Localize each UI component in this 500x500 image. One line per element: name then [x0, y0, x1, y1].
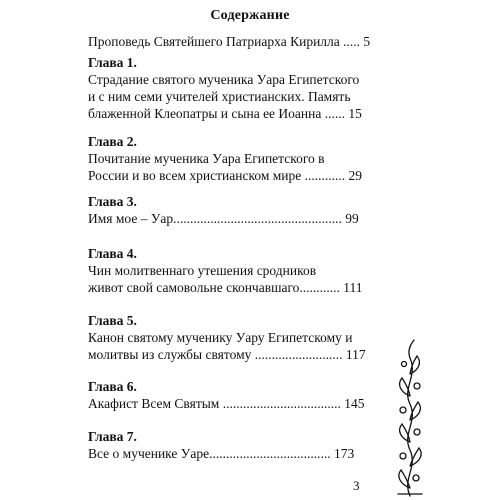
- toc-entry-line: [88, 167, 388, 184]
- chapter-title-line: Канон святому мученику Уару Египетскому и: [88, 330, 353, 345]
- toc-chapter-4: [88, 245, 388, 296]
- chapter-title-line: блаженной Клеопатры и сына ее Иоанна: [88, 106, 322, 121]
- chapter-label: Глава 2.: [88, 134, 137, 149]
- chapter-label: Глава 7.: [88, 429, 137, 444]
- chapter-title-line: Страдание святого мученика Уара Египетского: [88, 72, 360, 87]
- toc-leaders: ..........................: [251, 347, 343, 362]
- toc-entry-line: [88, 395, 388, 412]
- chapter-title-line: и с ним семи учителей христианских. Память: [88, 89, 351, 104]
- toc-chapter-5: [88, 312, 388, 363]
- toc-page-number: 5: [360, 34, 371, 49]
- chapter-label: Глава 6.: [88, 379, 137, 394]
- chapter-title-line: молитвы из службы святому: [88, 347, 252, 362]
- chapter-title-line: Чин молитвеннаго утешения сродников: [88, 263, 317, 278]
- chapter-title-line: живот свой самовольне скончавшаго: [88, 280, 300, 295]
- floral-vine-ornament-icon: [392, 338, 428, 498]
- chapter-label: Глава 1.: [88, 55, 137, 70]
- toc-leaders: ............: [301, 168, 346, 183]
- toc-chapter-7: [88, 428, 388, 462]
- toc-chapter-2: [88, 133, 388, 184]
- toc-page-number: 111: [339, 280, 363, 295]
- toc-entry-line: [88, 279, 388, 296]
- chapter-label: Глава 5.: [88, 313, 137, 328]
- toc-leaders: ....................................: [209, 446, 331, 461]
- toc-leaders: ...................................: [219, 396, 341, 411]
- toc-entry-line: [88, 346, 388, 363]
- page-number: 3: [353, 478, 360, 493]
- chapter-label: Глава 3.: [88, 194, 137, 209]
- toc-leaders: .....: [339, 34, 361, 49]
- toc-entry-intro: [88, 33, 388, 50]
- toc-entry-line: [88, 210, 388, 227]
- toc-leaders: ..................................................: [173, 211, 342, 226]
- chapter-title-line: Все о мученике Уаре: [88, 446, 210, 461]
- toc-page-number: 117: [342, 347, 366, 362]
- toc-chapter-6: [88, 378, 388, 412]
- toc-page-number: 173: [330, 446, 355, 461]
- chapter-title-line: Почитание мученика Уара Египетского в: [88, 151, 325, 166]
- toc-entry-line: [88, 33, 388, 50]
- page-title: Содержание: [210, 8, 290, 23]
- toc-page-number: 145: [340, 396, 365, 411]
- toc-page-number: 99: [341, 211, 359, 226]
- toc-chapter-1: [88, 54, 388, 122]
- toc-entry-line: [88, 105, 388, 122]
- toc-leaders: ......: [321, 106, 345, 121]
- chapter-title-line: Имя мое – Уар: [88, 211, 174, 226]
- chapter-title-line: Акафист Всем Святым: [88, 396, 220, 411]
- chapter-label: Глава 4.: [88, 246, 137, 261]
- toc-page-number: 29: [345, 168, 363, 183]
- toc-entry-text: Проповедь Святейшего Патриарха Кирилла: [88, 34, 340, 49]
- toc-page-number: 15: [344, 106, 362, 121]
- chapter-title-line: России и во всем христианском мире: [88, 168, 302, 183]
- toc-leaders: ............: [299, 280, 340, 295]
- toc-chapter-3: [88, 193, 388, 227]
- toc-entry-line: [88, 445, 388, 462]
